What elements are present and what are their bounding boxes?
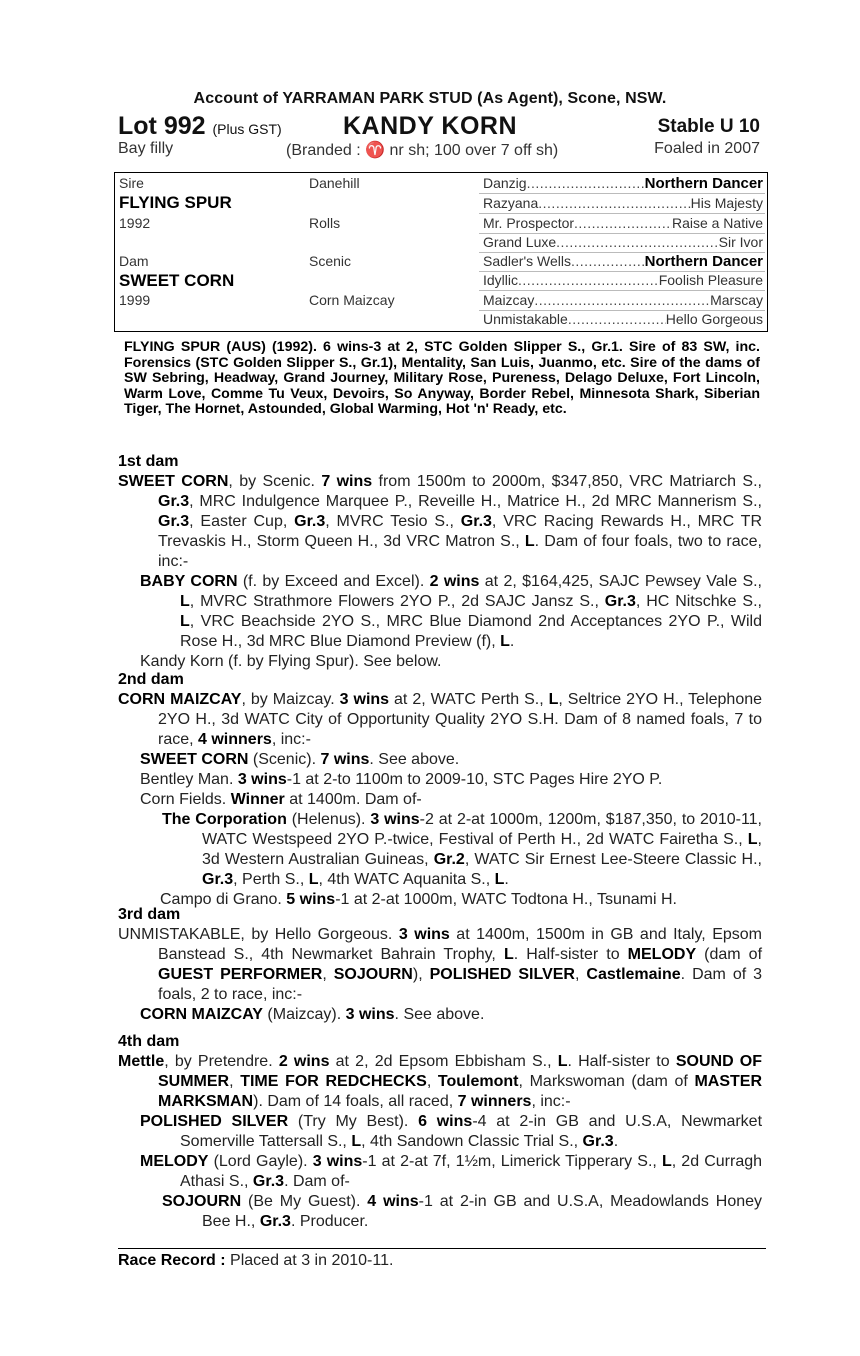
horse-name: KANDY KORN [343,112,517,140]
sire-summary: FLYING SPUR (AUS) (1992). 6 wins-3 at 2, STC Golden Slipper S., Gr.1. Sire of 83 SW, inc. Forensics (STC Golden Slipper S., Gr.1), Mentality, San Luis, Juanmo, etc. Sire of the dams of SW Sebring, Headway, Grand Journey, Military Rose, Pureness, Delago Deluxe, Fort Lincoln, Warm Love, Comme Tu Veux, Devoirs, So Anyway, Border Rebel, Minnesota Shark, Siberian Tiger, The Hornet, Astounded, Global Warming, Hot 'n' Ready, etc. [124,339,760,417]
dam-year: 1999 [119,292,151,308]
divider [479,290,765,291]
section-title: 2nd dam [118,671,184,688]
g3-right: Foolish Pleasure [658,272,763,288]
leader-dots [534,292,710,308]
dam-entry: CORN MAIZCAY, by Maizcay. 3 wins at 2, WATC Perth S., L, Seltrice 2YO H., Telephone 2YO H., 3d WATC City of Opportunity Quality 2YO S.H. Dam of 8 named foals, 7 to race, 4 winners, inc:- [118,691,763,748]
g3-right: Hello Gorgeous [665,311,763,327]
progeny-entry: SOJOURN (Be My Guest). 4 wins-1 at 2-in GB and U.S.A, Meadowlands Honey Bee H., Gr.3. Producer. [162,1193,763,1230]
sire-label: Sire [119,175,144,191]
section-title: 3rd dam [118,906,181,923]
g3-left: Sadler's Wells [483,253,571,269]
dam-entry: Mettle, by Pretendre. 2 wins at 2, 2d Epsom Ebbisham S., L. Half-sister to SOUND OF SUMMER, TIME FOR REDCHECKS, Toulemont, Markswoman (dam of MASTER MARKSMAN). Dam of 14 foals, all raced, 7 winners, inc:- [118,1053,763,1110]
leader-dots [571,253,645,270]
divider [479,193,765,194]
g3-row [483,311,763,327]
progeny-entry: Kandy Korn (f. by Flying Spur). See below. [140,653,442,670]
leader-dots [568,311,666,327]
g3-row [483,292,763,308]
first-dam-section [118,452,762,672]
g3-left: Razyana [483,195,539,211]
g3-right: Northern Dancer [644,253,763,270]
g3-left: Unmistakable [483,311,568,327]
sire-name: FLYING SPUR [119,193,232,212]
divider [118,1248,766,1249]
sire-sire: Danehill [309,175,360,191]
g3-row [483,175,763,192]
third-dam-section [118,905,762,1025]
g3-row [483,234,763,250]
dam-sire: Scenic [309,253,352,269]
progeny-entry: CORN MAIZCAY (Maizcay). 3 wins. See above. [140,1006,485,1023]
g3-left: Grand Luxe [483,234,557,250]
progeny-entry: Bentley Man. 3 wins-1 at 2-to 1100m to 2009-10, STC Pages Hire 2YO P. [140,771,663,788]
sire-dam: Rolls [309,215,341,231]
g3-right: Northern Dancer [644,175,763,192]
divider [479,213,765,214]
vendor-account: Account of YARRAMAN PARK STUD (As Agent), Scone, NSW. [193,90,667,107]
leader-dots [518,272,659,288]
lot-row [118,112,760,142]
fourth-dam-section [118,1032,762,1232]
dam-label: Dam [119,253,149,269]
g3-row [483,272,763,288]
g3-left: Mr. Prospector [483,215,575,231]
lot-number [118,112,282,141]
dam-entry: SWEET CORN, by Scenic. 7 wins from 1500m to 2000m, $347,850, VRC Matriarch S., Gr.3, MRC Indulgence Marquee P., Reveille H., Matrice H., 2d MRC Mannerism S., Gr.3, Easter Cup, Gr.3, MVRC Tesio S., Gr.3, VRC Racing Rewards H., MRC TR Trevaskis H., Storm Queen H., 3d VRC Matron S., L. Dam of four foals, two to race, inc:- [118,473,762,570]
progeny-entry: MELODY (Lord Gayle). 3 wins-1 at 2-at 7f, 1½m, Limerick Tipperary S., L, 2d Curragh Athasi S., Gr.3. Dam of- [140,1153,763,1190]
sire-year: 1992 [119,215,151,231]
leader-dots [574,215,672,231]
g3-row [483,215,763,231]
dam-entry: UNMISTAKABLE, by Hello Gorgeous. 3 wins at 1400m, 1500m in GB and Italy, Epsom Banstead S., 4th Newmarket Bahrain Trophy, L. Half-sister to MELODY (dam of GUEST PERFORMER, SOJOURN), POLISHED SILVER, Castlemaine. Dam of 3 foals, 2 to race, inc:- [118,926,763,1003]
g3-right: Sir Ivor [718,234,763,250]
progeny-entry: The Corporation (Helenus). 3 wins-2 at 2-at 1000m, 1200m, $187,350, to 2010-11, WATC Westspeed 2YO P.-twice, Festival of Perth H., 2d WATC Fairetha S., L, 3d Western Australian Guineas, Gr.2, WATC Sir Ernest Lee-Steere Classic H., Gr.3, Perth S., L, 4th WATC Aquanita S., L. [162,811,763,888]
brand-description: (Branded : ♈ nr sh; 100 over 7 off sh) [286,142,559,159]
leader-dots [538,195,690,211]
horse-sex: Bay filly [118,140,174,157]
race-record-text: Placed at 3 in 2010-11. [225,1252,394,1269]
g3-left: Danzig [483,175,527,191]
progeny-entry: POLISHED SILVER (Try My Best). 6 wins-4 at 2-in GB and U.S.A, Newmarket Somerville Tattersall S., L, 4th Sandown Classic Trial S., Gr.3. [140,1113,763,1150]
g3-right: Marscay [710,292,763,308]
g3-right: Raise a Native [671,215,763,231]
g3-right: His Majesty [690,195,763,211]
horse-details-row [118,140,760,162]
foaled-year: Foaled in 2007 [654,140,760,157]
section-title: 1st dam [118,453,179,470]
section-title: 4th dam [118,1033,180,1050]
race-record-label: Race Record : [118,1252,226,1269]
dam-name: SWEET CORN [119,271,235,290]
leader-dots [556,234,718,250]
progeny-entry: Corn Fields. Winner at 1400m. Dam of- [140,791,422,808]
lot-label: Lot 992 [118,112,206,140]
progeny-entry: SWEET CORN (Scenic). 7 wins. See above. [140,751,460,768]
g3-left: Maizcay [483,292,535,308]
progeny-entry: BABY CORN (f. by Exceed and Excel). 2 wins at 2, $164,425, SAJC Pewsey Vale S., L, MVRC Strathmore Flowers 2YO P., 2d SAJC Jansz S., Gr.3, HC Nitschke S., L, VRC Beachside 2YO S., MRC Blue Diamond 2nd Acceptances 2YO P., Wild Rose H., 3d MRC Blue Diamond Preview (f), L. [140,573,763,650]
leader-dots [527,175,645,192]
second-dam-section [118,670,762,910]
g3-left: Idyllic [483,272,519,288]
gst-note: (Plus GST) [212,121,282,137]
dam-dam: Corn Maizcay [309,292,395,308]
race-record [118,1252,393,1270]
stable-number: Stable U 10 [657,116,760,137]
pedigree-table [114,172,768,332]
g3-row [483,253,763,270]
g3-row [483,195,763,211]
progeny-entry: Campo di Grano. 5 wins-1 at 2-at 1000m, WATC Todtona H., Tsunami H. [160,891,677,908]
